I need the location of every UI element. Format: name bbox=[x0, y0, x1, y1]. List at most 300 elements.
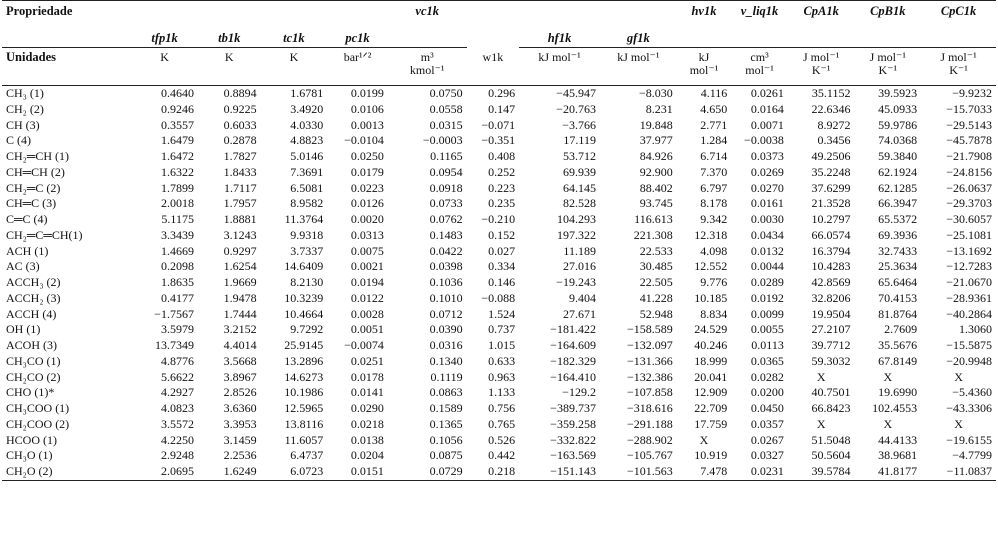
table-row bbox=[2, 212, 996, 228]
value-cell: 0.8894 bbox=[223, 86, 257, 100]
value-cell: 0.0712 bbox=[429, 306, 463, 321]
value-cell: 1.7444 bbox=[223, 306, 257, 321]
value-cell: −21.0670 bbox=[946, 275, 992, 289]
value-cell: −0.088 bbox=[481, 290, 516, 305]
column-unit: K bbox=[131, 48, 198, 86]
value-cell: 32.8206 bbox=[811, 290, 851, 305]
value-cell: 2.8526 bbox=[223, 385, 257, 400]
group-name-cell: HCOO (1) bbox=[6, 432, 57, 447]
column-unit: K bbox=[198, 48, 261, 86]
value-cell: −30.6057 bbox=[946, 212, 992, 226]
value-cell: 8.9272 bbox=[817, 117, 851, 132]
value-cell: 0.0269 bbox=[750, 164, 784, 179]
value-cell: 0.1165 bbox=[430, 149, 463, 163]
value-cell: 17.759 bbox=[694, 416, 728, 431]
column-symbol: CpB1k bbox=[854, 1, 921, 48]
value-cell: 0.0028 bbox=[350, 306, 384, 321]
value-cell: 0.0138 bbox=[350, 432, 384, 447]
value-cell: 13.8116 bbox=[284, 416, 324, 431]
value-cell: −24.8156 bbox=[946, 164, 992, 179]
value-cell: 14.6409 bbox=[284, 259, 324, 274]
value-cell: 39.7712 bbox=[811, 338, 851, 352]
value-cell: 0.0365 bbox=[750, 353, 784, 368]
group-name-cell: CH₂ (2) bbox=[6, 101, 44, 116]
group-name-cell: CH₂COO (2) bbox=[6, 416, 70, 431]
value-cell: 0.756 bbox=[488, 401, 516, 415]
value-cell: −132.097 bbox=[626, 338, 673, 352]
value-cell: −0.0104 bbox=[344, 133, 384, 148]
value-cell: 27.671 bbox=[562, 306, 596, 321]
value-cell: 0.0021 bbox=[350, 259, 384, 274]
value-cell: 0.9297 bbox=[223, 243, 257, 258]
value-cell: −20.9948 bbox=[946, 353, 992, 368]
value-cell: 3.7337 bbox=[290, 243, 324, 258]
value-cell: 13.7349 bbox=[154, 338, 194, 352]
value-cell: 35.1152 bbox=[811, 86, 851, 100]
table-row bbox=[2, 118, 996, 134]
column-symbol-blank bbox=[467, 1, 520, 48]
value-cell: 0.0204 bbox=[350, 448, 384, 463]
value-cell: 0.0422 bbox=[429, 243, 463, 258]
value-cell: 0.0200 bbox=[750, 385, 784, 400]
value-cell: 9.9318 bbox=[290, 227, 324, 242]
value-cell: −151.143 bbox=[519, 464, 600, 480]
table-row bbox=[2, 433, 996, 449]
value-cell: 6.5081 bbox=[290, 180, 324, 195]
value-cell: −19.6155 bbox=[946, 432, 992, 447]
value-cell: 6.4737 bbox=[290, 448, 324, 463]
value-cell: 0.223 bbox=[488, 180, 516, 195]
value-cell: 52.948 bbox=[639, 306, 673, 321]
value-cell: 62.1285 bbox=[878, 180, 918, 195]
group-name-cell: CH₃COO (1) bbox=[6, 401, 70, 415]
table-row bbox=[2, 417, 996, 433]
value-cell: 4.8823 bbox=[290, 133, 324, 148]
value-cell: 69.939 bbox=[562, 164, 596, 179]
value-cell: 0.0106 bbox=[350, 101, 384, 116]
value-cell: 10.2797 bbox=[811, 212, 851, 226]
value-cell: 0.0762 bbox=[429, 212, 463, 226]
value-cell: 0.1119 bbox=[430, 369, 463, 384]
value-cell: −105.767 bbox=[626, 448, 673, 463]
value-cell: 50.5604 bbox=[811, 448, 851, 463]
value-cell: 12.5965 bbox=[284, 401, 324, 415]
value-cell: 22.709 bbox=[694, 401, 728, 415]
column-symbol: w1k bbox=[467, 48, 520, 86]
value-cell: 39.5923 bbox=[878, 86, 918, 100]
value-cell: 0.0261 bbox=[750, 86, 784, 100]
table-row bbox=[2, 307, 996, 323]
value-cell: −0.0038 bbox=[744, 133, 784, 148]
value-cell: 197.322 bbox=[556, 227, 596, 242]
unit-line-2: K⁻¹ bbox=[878, 63, 898, 77]
value-cell: 0.4640 bbox=[160, 86, 194, 100]
value-cell: 0.0113 bbox=[751, 338, 784, 352]
value-cell: 32.7433 bbox=[878, 243, 918, 258]
value-cell: 1.524 bbox=[488, 306, 516, 321]
value-cell: 3.6360 bbox=[223, 401, 257, 415]
column-symbol: tfp1k bbox=[131, 1, 198, 48]
value-cell: 10.185 bbox=[694, 290, 728, 305]
group-name-cell: CH₃O (1) bbox=[6, 448, 53, 463]
value-cell: 0.1589 bbox=[429, 401, 463, 415]
group-name-cell: C (4) bbox=[6, 133, 31, 148]
value-cell: 66.0574 bbox=[811, 227, 851, 242]
unit-line-1: J mol⁻¹ bbox=[940, 50, 977, 64]
value-cell: 0.963 bbox=[488, 369, 516, 384]
table-row bbox=[2, 149, 996, 165]
value-cell: 0.0558 bbox=[429, 101, 463, 116]
table-row bbox=[2, 291, 996, 307]
value-cell: 8.834 bbox=[700, 306, 728, 321]
group-name-cell: CHO (1)* bbox=[6, 385, 55, 400]
column-symbol: v_liq1k bbox=[731, 1, 788, 48]
value-cell: 0.147 bbox=[488, 101, 516, 116]
value-cell: 0.0450 bbox=[750, 401, 784, 415]
value-cell: 25.3634 bbox=[878, 259, 918, 274]
column-unit bbox=[921, 48, 996, 86]
value-cell: 0.0179 bbox=[350, 164, 384, 179]
value-cell: 84.926 bbox=[639, 149, 673, 163]
value-cell: 0.0316 bbox=[429, 338, 463, 352]
value-cell: 19.9504 bbox=[811, 306, 851, 321]
value-cell: 4.098 bbox=[700, 243, 728, 258]
group-name-cell: AC (3) bbox=[6, 259, 40, 274]
group-name-cell: ACCH₃ (2) bbox=[6, 275, 61, 289]
value-cell: 4.0823 bbox=[160, 401, 194, 415]
table-row bbox=[2, 448, 996, 464]
value-cell: 0.0390 bbox=[429, 322, 463, 337]
value-cell: 1.7957 bbox=[223, 196, 257, 211]
value-cell: −43.3306 bbox=[946, 401, 992, 415]
value-cell: −0.351 bbox=[481, 133, 516, 148]
value-cell: 0.027 bbox=[488, 243, 516, 258]
value-cell: 53.712 bbox=[562, 149, 596, 163]
value-cell: −11.0837 bbox=[921, 464, 996, 480]
value-cell: 69.3936 bbox=[878, 227, 918, 242]
value-cell: 38.9681 bbox=[878, 448, 918, 463]
value-cell: 0.0178 bbox=[350, 369, 384, 384]
value-cell: 1.3060 bbox=[959, 322, 992, 337]
table-row bbox=[2, 338, 996, 354]
value-cell: 0.152 bbox=[488, 227, 516, 242]
value-cell: 0.0315 bbox=[429, 117, 463, 132]
value-cell: 6.0723 bbox=[261, 464, 328, 480]
value-cell: X bbox=[883, 369, 893, 384]
value-cell: 17.119 bbox=[563, 133, 596, 148]
value-cell: 0.0290 bbox=[350, 401, 384, 415]
value-cell: 22.6346 bbox=[811, 101, 851, 116]
value-cell: 2.0018 bbox=[160, 196, 194, 211]
table-row bbox=[2, 464, 996, 480]
column-unit bbox=[854, 48, 921, 86]
value-cell: 0.0192 bbox=[750, 290, 784, 305]
value-cell: 102.4553 bbox=[872, 401, 918, 415]
group-name-cell: ACOH (3) bbox=[6, 338, 57, 352]
value-cell: 0.0055 bbox=[750, 322, 784, 337]
value-cell: 0.0051 bbox=[350, 322, 384, 337]
value-cell: 0.0289 bbox=[750, 275, 784, 289]
value-cell: −3.766 bbox=[562, 117, 596, 132]
value-cell: 0.1010 bbox=[429, 290, 463, 305]
value-cell: 0.2098 bbox=[160, 259, 194, 274]
column-unit bbox=[388, 48, 467, 86]
value-cell: 0.218 bbox=[467, 464, 520, 480]
value-cell: 59.9786 bbox=[878, 117, 918, 132]
unit-line-1: J mol⁻¹ bbox=[869, 50, 906, 64]
unit-line-2: K⁻¹ bbox=[949, 63, 968, 77]
value-cell: 0.0164 bbox=[750, 101, 784, 116]
value-cell: 221.308 bbox=[633, 227, 673, 242]
value-cell: 59.3840 bbox=[878, 149, 918, 163]
value-cell: 1.7899 bbox=[160, 180, 194, 195]
value-cell: 0.252 bbox=[488, 164, 516, 179]
value-cell: 4.0330 bbox=[290, 117, 324, 132]
value-cell: 4.2927 bbox=[160, 385, 194, 400]
group-name-cell: ACH (1) bbox=[6, 243, 49, 258]
value-cell: 0.0327 bbox=[750, 448, 784, 463]
unit-line-1: J mol⁻¹ bbox=[803, 50, 840, 64]
value-cell: 0.0434 bbox=[750, 227, 784, 242]
value-cell: 0.1036 bbox=[429, 275, 463, 289]
value-cell: 0.0875 bbox=[429, 448, 463, 463]
value-cell: 0.3456 bbox=[817, 133, 851, 148]
table-body bbox=[2, 86, 996, 481]
value-cell: 1.6254 bbox=[223, 259, 257, 274]
table-row bbox=[2, 86, 996, 102]
value-cell: X bbox=[816, 369, 826, 384]
value-cell: 22.505 bbox=[639, 275, 673, 289]
value-cell: −181.422 bbox=[550, 322, 596, 337]
value-cell: 3.5979 bbox=[160, 322, 194, 337]
value-cell: 0.0099 bbox=[750, 306, 784, 321]
value-cell: −163.569 bbox=[550, 448, 596, 463]
value-cell: 1.6249 bbox=[198, 464, 261, 480]
group-name-cell: CH═C (3) bbox=[6, 196, 57, 211]
value-cell: 0.0729 bbox=[388, 464, 467, 480]
value-cell: 0.0020 bbox=[350, 212, 384, 226]
value-cell: 0.0199 bbox=[350, 86, 384, 100]
value-cell: 37.6299 bbox=[811, 180, 851, 195]
value-cell: −29.3703 bbox=[946, 196, 992, 211]
column-symbol: CpC1k bbox=[921, 1, 996, 48]
value-cell: 1.8881 bbox=[223, 212, 257, 226]
column-symbol: vc1k bbox=[388, 1, 467, 48]
table-row bbox=[2, 354, 996, 370]
value-cell: 3.5668 bbox=[223, 353, 257, 368]
value-cell: −164.609 bbox=[550, 338, 596, 352]
group-name-cell: C═C (4) bbox=[6, 212, 48, 226]
value-cell: 3.1243 bbox=[223, 227, 257, 242]
value-cell: 1.6781 bbox=[290, 86, 324, 100]
value-cell: 4.4014 bbox=[223, 338, 257, 352]
value-cell: 0.0250 bbox=[350, 149, 384, 163]
value-cell: 65.6464 bbox=[878, 275, 918, 289]
value-cell: 1.6472 bbox=[160, 149, 194, 163]
value-cell: −12.7283 bbox=[946, 259, 992, 274]
property-label: Propriedade bbox=[2, 1, 131, 48]
value-cell: −15.5875 bbox=[946, 338, 992, 352]
value-cell: −29.5143 bbox=[946, 117, 992, 132]
group-name-cell: CH₃CO (1) bbox=[6, 353, 61, 368]
value-cell: 0.296 bbox=[488, 86, 516, 100]
value-cell: 0.0030 bbox=[750, 212, 784, 226]
value-cell: 51.5048 bbox=[811, 432, 851, 447]
value-cell: 14.6273 bbox=[284, 369, 324, 384]
value-cell: 19.6990 bbox=[878, 385, 918, 400]
value-cell: 1.284 bbox=[700, 133, 728, 148]
value-cell: −25.1081 bbox=[946, 227, 992, 242]
value-cell: 12.909 bbox=[694, 385, 728, 400]
unit-line-2: mol⁻¹ bbox=[689, 63, 719, 77]
value-cell: 11.189 bbox=[563, 243, 596, 258]
value-cell: 0.4177 bbox=[160, 290, 194, 305]
value-cell: 2.771 bbox=[700, 117, 728, 132]
table-row bbox=[2, 259, 996, 275]
value-cell: 12.552 bbox=[694, 259, 728, 274]
value-cell: 0.0132 bbox=[750, 243, 784, 258]
value-cell: −158.589 bbox=[626, 322, 673, 337]
unit-line-1: kJ bbox=[698, 50, 710, 64]
group-name-cell: CH₂═C═CH(1) bbox=[6, 227, 83, 242]
value-cell: −0.0074 bbox=[344, 338, 384, 352]
value-cell: 41.8177 bbox=[854, 464, 921, 480]
value-cell: 2.9248 bbox=[160, 448, 194, 463]
unit-line-1: m³ bbox=[420, 50, 434, 64]
value-cell: 0.0218 bbox=[350, 416, 384, 431]
value-cell: 92.900 bbox=[639, 164, 673, 179]
value-cell: 1.6322 bbox=[160, 164, 194, 179]
value-cell: 0.0075 bbox=[350, 243, 384, 258]
value-cell: −389.737 bbox=[550, 401, 596, 415]
value-cell: 66.3947 bbox=[878, 196, 918, 211]
value-cell: 8.231 bbox=[645, 101, 673, 116]
value-cell: 10.1986 bbox=[284, 385, 324, 400]
value-cell: 35.5676 bbox=[878, 338, 918, 352]
value-cell: X bbox=[816, 416, 826, 431]
column-symbol: gf1k bbox=[600, 1, 677, 48]
value-cell: 40.246 bbox=[694, 338, 728, 352]
table-row bbox=[2, 196, 996, 212]
value-cell: 0.1483 bbox=[429, 227, 463, 242]
value-cell: 18.999 bbox=[694, 353, 728, 368]
value-cell: −8.030 bbox=[638, 86, 673, 100]
value-cell: 0.2878 bbox=[223, 133, 257, 148]
value-cell: 65.5372 bbox=[878, 212, 918, 226]
value-cell: 3.5572 bbox=[160, 416, 194, 431]
unit-line-1: cm³ bbox=[750, 50, 769, 64]
value-cell: 0.0194 bbox=[350, 275, 384, 289]
value-cell: 9.776 bbox=[700, 275, 728, 289]
value-cell: 59.3032 bbox=[811, 353, 851, 368]
group-name-cell: ACCH₂ (3) bbox=[6, 290, 61, 305]
value-cell: 5.1175 bbox=[161, 212, 194, 226]
value-cell: 0.0044 bbox=[750, 259, 784, 274]
value-cell: 1.4669 bbox=[160, 243, 194, 258]
value-cell: 70.4153 bbox=[878, 290, 918, 305]
group-name-cell: OH (1) bbox=[6, 322, 41, 337]
value-cell: 1.8433 bbox=[223, 164, 257, 179]
value-cell: 4.650 bbox=[700, 101, 728, 116]
value-cell: 44.4133 bbox=[878, 432, 918, 447]
value-cell: −13.1692 bbox=[946, 243, 992, 258]
group-name-cell: CH₂═CH (1) bbox=[6, 149, 70, 163]
value-cell: 45.0933 bbox=[878, 101, 918, 116]
group-name-cell: CH₃ (1) bbox=[6, 86, 44, 100]
value-cell: 25.9145 bbox=[284, 338, 324, 352]
value-cell: 37.977 bbox=[639, 133, 673, 148]
value-cell: 8.2130 bbox=[290, 275, 324, 289]
column-unit: kJ mol⁻¹ bbox=[600, 48, 677, 86]
table-row bbox=[2, 401, 996, 417]
value-cell: 0.0270 bbox=[750, 180, 784, 195]
value-cell: 6.797 bbox=[700, 180, 728, 195]
table-row bbox=[2, 102, 996, 118]
value-cell: −182.329 bbox=[550, 353, 596, 368]
value-cell: 82.528 bbox=[562, 196, 596, 211]
group-name-cell: CH═CH (2) bbox=[6, 164, 65, 179]
value-cell: −129.2 bbox=[562, 385, 596, 400]
group-name-cell: CH₂CO (2) bbox=[6, 369, 61, 384]
unit-line-2: kmol⁻¹ bbox=[409, 63, 445, 77]
group-contribution-table bbox=[2, 0, 996, 481]
value-cell: 0.334 bbox=[488, 259, 516, 274]
value-cell: 7.370 bbox=[700, 164, 728, 179]
value-cell: 7.3691 bbox=[290, 164, 324, 179]
unit-line-2: K⁻¹ bbox=[811, 63, 831, 77]
value-cell: 1.9478 bbox=[223, 290, 257, 305]
value-cell: 3.3439 bbox=[160, 227, 194, 242]
value-cell: 0.6033 bbox=[223, 117, 257, 132]
value-cell: −288.902 bbox=[626, 432, 673, 447]
value-cell: −20.763 bbox=[556, 101, 596, 116]
column-unit bbox=[731, 48, 788, 86]
value-cell: 0.9225 bbox=[223, 101, 257, 116]
column-unit: bar¹ᐟ² bbox=[327, 48, 388, 86]
value-cell: 10.3239 bbox=[284, 290, 324, 305]
value-cell: 24.529 bbox=[694, 322, 728, 337]
column-symbol: hf1k bbox=[519, 1, 600, 48]
value-cell: −4.7799 bbox=[952, 448, 992, 463]
value-cell: 6.714 bbox=[700, 149, 728, 163]
value-cell: 66.8423 bbox=[811, 401, 851, 415]
value-cell: 27.016 bbox=[562, 259, 596, 274]
value-cell: −40.2864 bbox=[946, 306, 992, 321]
header-row-symbols bbox=[2, 1, 996, 48]
value-cell: 9.404 bbox=[568, 290, 596, 305]
value-cell: 4.8776 bbox=[160, 353, 194, 368]
value-cell: 0.0223 bbox=[350, 180, 384, 195]
value-cell: −164.410 bbox=[550, 369, 596, 384]
value-cell: X bbox=[954, 369, 963, 384]
value-cell: 1.133 bbox=[488, 385, 516, 400]
value-cell: 2.7609 bbox=[884, 322, 918, 337]
value-cell: 0.0313 bbox=[350, 227, 384, 242]
units-label: Unidades bbox=[2, 48, 131, 86]
value-cell: 0.0013 bbox=[350, 117, 384, 132]
column-unit: kJ mol⁻¹ bbox=[519, 48, 600, 86]
value-cell: 67.8149 bbox=[878, 353, 918, 368]
value-cell: −0.0003 bbox=[422, 133, 463, 148]
value-cell: 39.5784 bbox=[788, 464, 855, 480]
table-row bbox=[2, 228, 996, 244]
value-cell: 0.0863 bbox=[429, 385, 463, 400]
value-cell: 35.2248 bbox=[811, 164, 851, 179]
table-row bbox=[2, 275, 996, 291]
value-cell: 74.0368 bbox=[878, 133, 918, 148]
value-cell: 3.3953 bbox=[223, 416, 257, 431]
value-cell: 62.1924 bbox=[878, 164, 918, 179]
